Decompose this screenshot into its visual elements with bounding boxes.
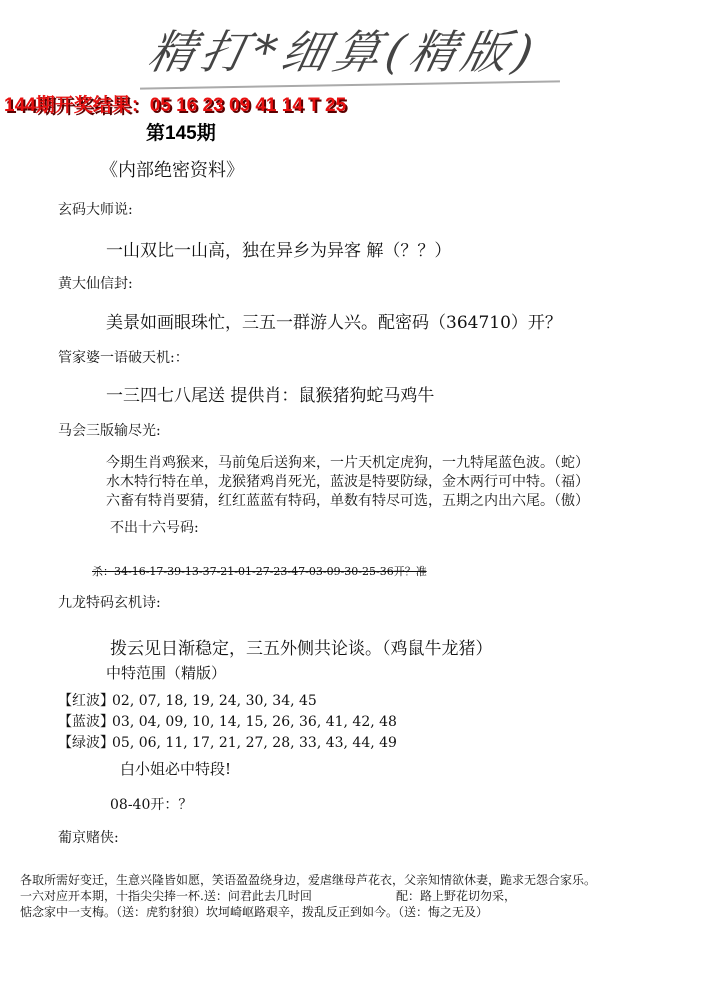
doc-title: 《内部绝密资料》 xyxy=(100,160,244,181)
baixiaojie-text: 白小姐必中特段! xyxy=(120,760,232,778)
pujing-heading: 葡京赌侠: xyxy=(58,830,119,846)
footer-line: 各取所需好变迁，生意兴隆皆如愿，笑语盈盈绕身边，爱虐继母芦花衣，父亲知情欲休妻，跪求无怨合家乐。 xyxy=(20,873,597,887)
handwritten-title: 精打*细算(精版) xyxy=(143,25,545,79)
wave-nums: 03, 04, 09, 10, 14, 15, 26, 36, 41, 42, 48 xyxy=(112,714,397,730)
result-line: 144期开奖结果：05 16 23 09 41 14 T 25 xyxy=(4,95,347,116)
guanjiapo-text: 一三四七八尾送 提供肖：鼠猴猪狗蛇马鸡牛 xyxy=(106,386,435,406)
wave-tag: 【蓝波】 xyxy=(58,714,114,730)
mahui-heading: 马会三版输尽光: xyxy=(58,423,161,439)
xuanma-heading: 玄码大师说: xyxy=(58,202,133,218)
footer-line: 配：路上野花切勿采， xyxy=(396,889,517,903)
huangdaxian-text: 美景如画眼珠忙，三五一群游人兴。配密码（364710）开？ xyxy=(106,313,562,333)
xuanma-text: 一山双比一山高，独在异乡为异客 解（？？） xyxy=(106,241,452,261)
guanjiapo-heading: 管家婆一语破天机:： xyxy=(58,350,189,366)
mahui-line: 今期生肖鸡猴来，马前兔后送狗来，一片天机定虎狗，一九特尾蓝色波。（蛇） xyxy=(106,455,589,471)
wave-tag: 【红波】 xyxy=(58,693,114,709)
jiulong-poem: 拨云见日渐稳定，三五外侧共论谈。（鸡鼠牛龙猪） xyxy=(110,639,493,659)
footer-line: 一六对应开本期，十指尖尖捧一杯.送：问君此去几时回 xyxy=(20,889,312,903)
wave-row-red xyxy=(58,690,317,710)
wave-row-blue xyxy=(58,711,397,731)
mahui-line: 六畜有特肖要猜，红红蓝蓝有特码，单数有特尽可选，五期之内出六尾。（傲） xyxy=(106,493,589,509)
mahui-line: 水木特行特在单，龙猴猪鸡肖死光，蓝波是特要防绿，金木两行可中特。（福） xyxy=(106,474,589,490)
wave-tag: 【绿波】 xyxy=(58,735,114,751)
wave-nums: 02, 07, 18, 19, 24, 30, 34, 45 xyxy=(112,693,317,709)
wave-row-green xyxy=(58,732,397,752)
range-open-text: 08-40开：？ xyxy=(110,797,193,813)
jiulong-heading: 九龙特码玄机诗: xyxy=(58,595,161,611)
huangdaxian-heading: 黄大仙信封: xyxy=(58,276,133,292)
wave-nums: 05, 06, 11, 17, 21, 27, 28, 33, 43, 44, 49 xyxy=(112,735,397,751)
issue-number: 第145期 xyxy=(146,123,216,144)
not16-label: 不出十六号码: xyxy=(110,520,199,536)
range-label: 中特范围（精版） xyxy=(106,664,227,682)
kill-line: 杀：34-16-17-39-13-37-21-01-27-23-47-03-09-30-25-36开？准 xyxy=(92,565,427,578)
footer-line: 惦念家中一支梅。（送：虎豹豺狼）坎坷崎岖路艰辛，拨乱反正到如今。（送：悔之无及） xyxy=(20,905,489,919)
